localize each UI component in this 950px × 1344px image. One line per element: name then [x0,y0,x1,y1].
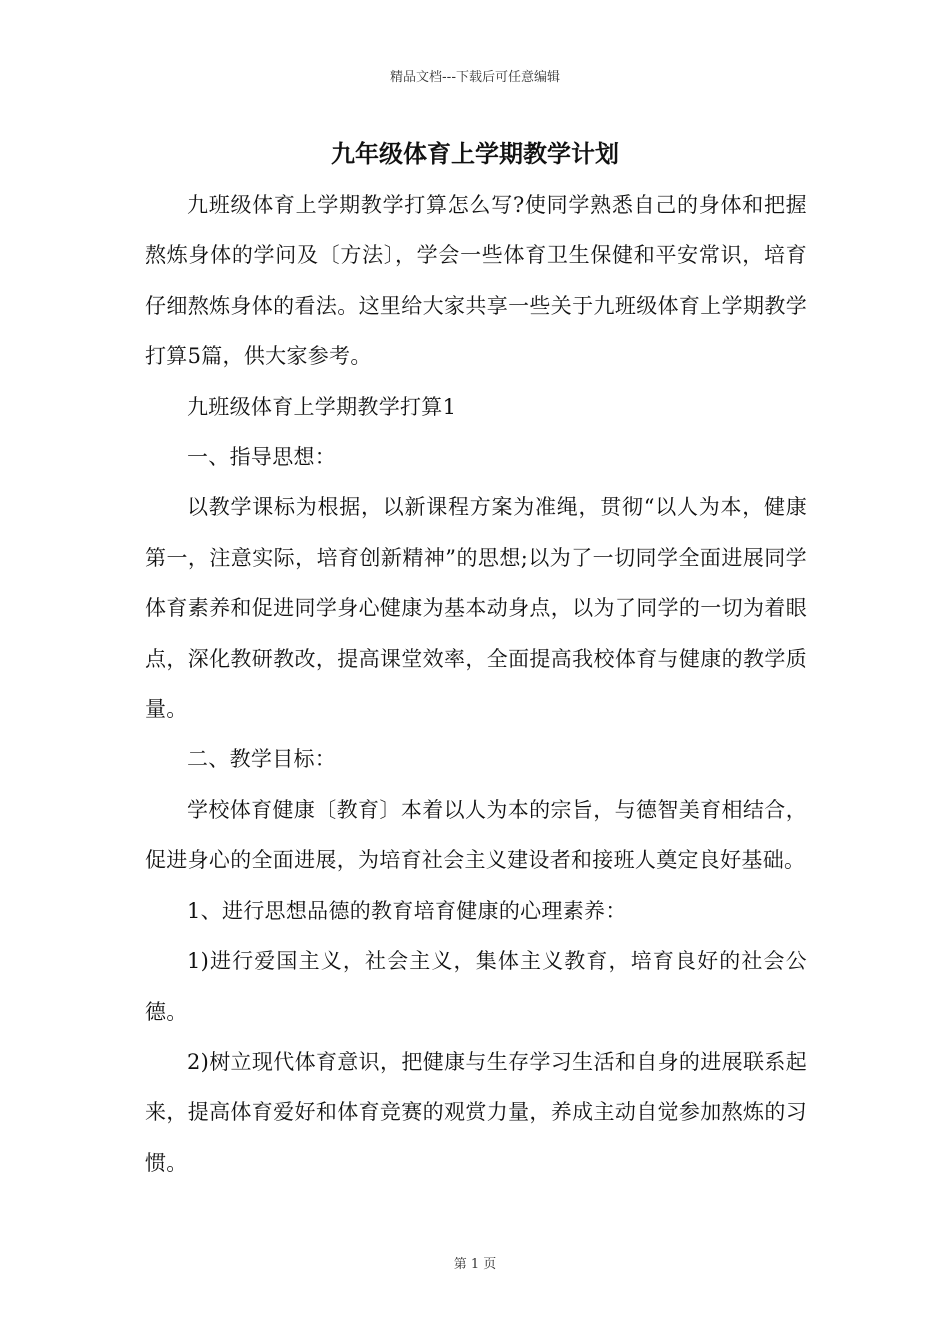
document-body [145,180,807,1188]
header-note: 精品文档---下载后可任意编辑 [389,70,561,85]
paragraph-item-1: 1、进行思想品德的教育培育健康的心理素养： [187,898,627,923]
paragraph-intro: 九班级体育上学期教学打算怎么写?使同学熟悉自己的身体和把握熬炼身体的学问及〔方法〕，学会一些体育卫生保健和平安常识，培育仔细熬炼身体的看法。这里给大家共享一些关于九班级体育上学期教学打算5篇，供大家参考。 [145,193,807,369]
document-title: 九年级体育上学期教学计划 [331,139,619,168]
paragraph-teaching-goals: 学校体育健康〔教育〕本着以人为本的宗旨，与德智美育相结合，促进身心的全面进展，为培育社会主义建设者和接班人奠定良好基础。 [145,797,807,873]
paragraph-section-2-heading: 二、教学目标： [187,747,337,772]
paragraph-subitem-2: 2)树立现代体育意识，把健康与生存学习生活和自身的进展联系起来，提高体育爱好和体育竞赛的观赏力量，养成主动自觉参加熬炼的习惯。 [145,1049,807,1175]
page-number: 第 1 页 [453,1257,497,1272]
paragraph-section-1-heading: 一、指导思想： [187,445,337,470]
paragraph-plan-heading: 九班级体育上学期教学打算1 [187,394,457,419]
paragraph-guiding-ideology: 以教学课标为根据，以新课程方案为准绳，贯彻“以人为本，健康第一，注意实际，培育创新精神”的思想;以为了一切同学全面进展同学体育素养和促进同学身心健康为基本动身点，以为了同学的一切为着眼点，深化教研教改，提高课堂效率，全面提高我校体育与健康的教学质量。 [145,495,807,722]
paragraph-subitem-1: 1)进行爱国主义，社会主义，集体主义教育，培育良好的社会公德。 [145,949,807,1024]
